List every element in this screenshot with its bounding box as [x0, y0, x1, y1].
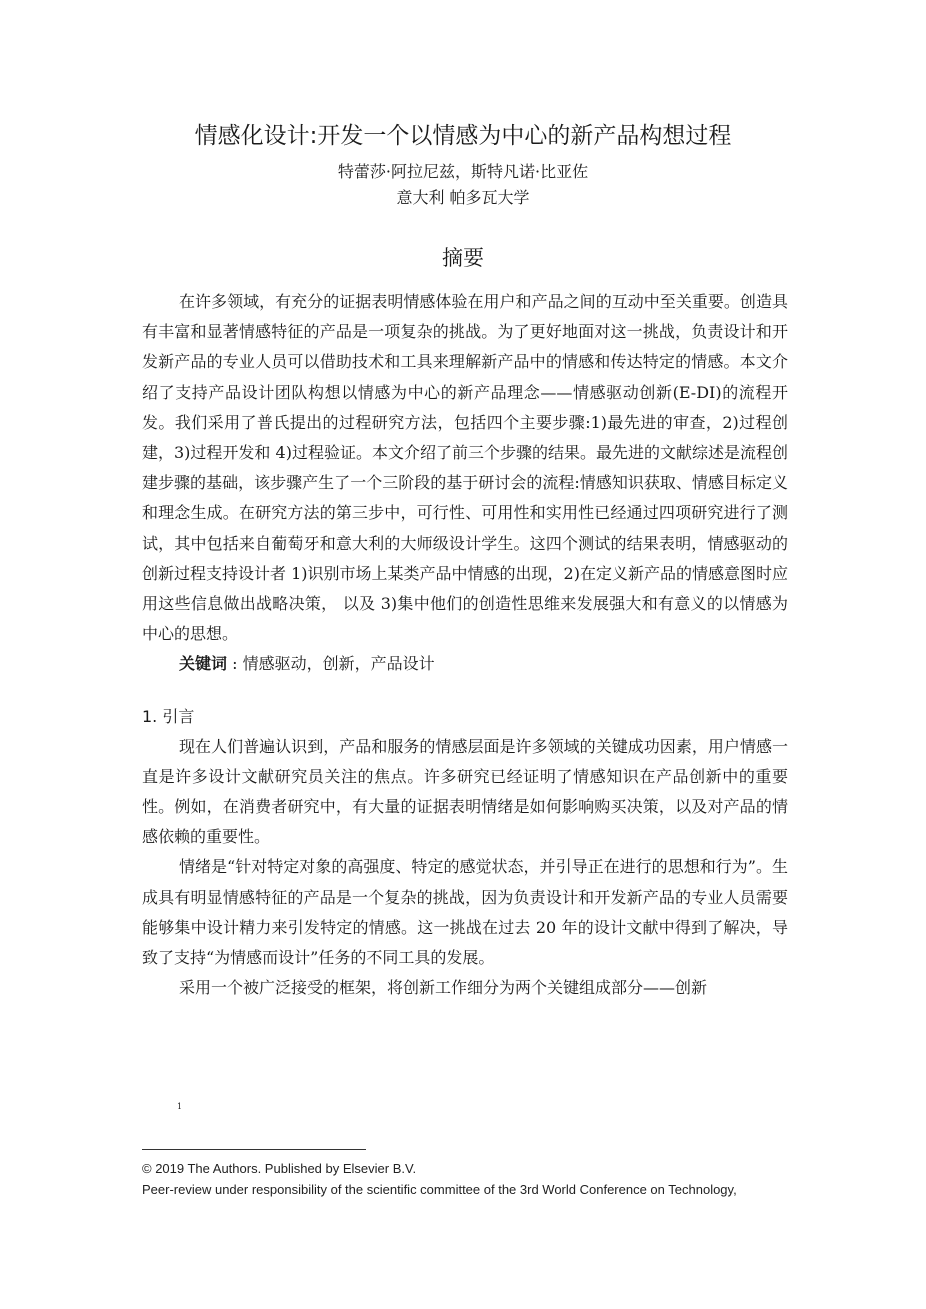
section-heading-introduction: 1. 引言: [142, 706, 195, 726]
intro-paragraph-3: 采用一个被广泛接受的框架，将创新工作细分为两个关键组成部分——创新: [179, 978, 708, 998]
keywords-line: [142, 649, 788, 679]
author-list: 特蕾莎·阿拉尼兹，斯特凡诺·比亚佐: [337, 162, 589, 181]
footnote-divider: [142, 1149, 366, 1150]
footnote-mark: 1: [177, 1102, 183, 1111]
paper-body: [142, 287, 788, 1003]
copyright-footer: [142, 1158, 902, 1200]
affiliation: 意大利 帕多瓦大学: [396, 188, 530, 207]
keywords-text: 情感驱动，创新，产品设计: [242, 654, 435, 674]
copyright-notice: © 2019 The Authors. Published by Elsevier B.V.: [142, 1161, 417, 1176]
keywords-separator: :: [227, 654, 243, 674]
intro-paragraph-1: 现在人们普遍认识到，产品和服务的情感层面是许多领域的关键成功因素，用户情感一直是许多设计文献研究员关注的焦点。许多研究已经证明了情感知识在产品创新中的重要性。例如，在消费者研究中，有大量的证据表明情绪是如何影响购买决策，以及对产品的情感依赖的重要性。: [142, 736, 788, 847]
paper-title: 情感化设计:开发一个以情感为中心的新产品构想过程: [194, 123, 732, 149]
peer-review-notice: Peer-review under responsibility of the scientific committee of the 3rd World Conference on Technology,: [142, 1182, 737, 1197]
abstract-text: 在许多领域，有充分的证据表明情感体验在用户和产品之间的互动中至关重要。创造具有丰富和显著情感特征的产品是一项复杂的挑战。为了更好地面对这一挑战，负责设计和开发新产品的专业人员可以借助技术和工具来理解新产品中的情感和传达特定的情感。本文介绍了支持产品设计团队构想以情感为中心的新产品理念——情感驱动创新(E-DI)的流程开发。我们采用了普氏提出的过程研究方法，包括四个主要步骤:1)最先进的审查，2)过程创建，3)过程开发和 4)过程验证。本文介绍了前三个步骤的结果。最先进的文献综述是流程创建步骤的基础，该步骤产生了一个三阶段的基于研讨会的流程:情感知识获取、情感目标定义和理念生成。在研究方法的第三步中，可行性、可用性和实用性已经通过四项研究进行了测试，其中包括来自葡萄牙和意大利的大师级设计学生。这四个测试的结果表明，情感驱动的创新过程支持设计者 1)识别市场上某类产品中情感的出现，2)在定义新产品的情感意图时应用这些信息做出战略决策， 以及 3)集中他们的创造性思维来发展强大和有意义的以情感为中心的思想。: [142, 292, 788, 644]
abstract-heading: 摘要: [442, 246, 484, 270]
keywords-label: 关键词: [179, 654, 228, 674]
intro-paragraph-2: 情绪是“针对特定对象的高强度、特定的感觉状态，并引导正在进行的思想和行为”。生成具有明显情感特征的产品是一个复杂的挑战，因为负责设计和开发新产品的专业人员需要能够集中设计精力来引发特定的情感。这一挑战在过去 20 年的设计文献中得到了解决，导致了支持“为情感而设计”任务的不同工具的发展。: [142, 857, 788, 968]
